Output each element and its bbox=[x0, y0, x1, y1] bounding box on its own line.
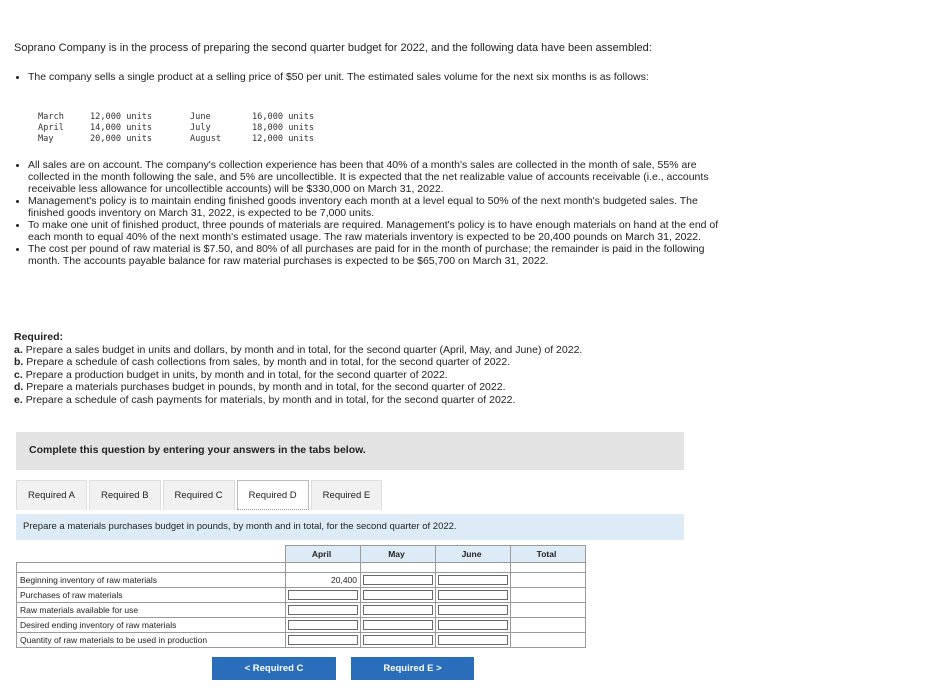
required-item: e. Prepare a schedule of cash payments for materials, by month and in total, for the second quarter of 2022. bbox=[14, 393, 516, 406]
tab-required-a[interactable]: Required A bbox=[16, 480, 87, 510]
cell-total bbox=[511, 618, 586, 633]
input-june[interactable] bbox=[436, 618, 511, 633]
sales-volume-row: May 20,000 units August 12,000 units bbox=[38, 134, 315, 144]
bullet-materials: • To make one unit of finished product, three pounds of materials are required. Management's policy is to have enough materials on hand at the end of each month to equal 40% of the next month's estimated usage. The raw materials inventory is expected to be 20,400 pounds on March 31, 2022. bbox=[28, 219, 728, 243]
input-may[interactable] bbox=[361, 588, 436, 603]
bullet-collections: • All sales are on account. The company's collection experience has been that 40% of a month's sales are collected in the month of sale, 55% are collected in the month following the sale, and 5% are uncollectible. It is expected that the net realizable value of accounts receivable (i.e., accounts receivable less allowance for uncollectible accounts) will be $330,000 on March 31, 2022. bbox=[28, 159, 728, 195]
bullet-cost: • The cost per pound of raw material is $7.50, and 80% of all purchases are paid for in the month of purchase; the remainder is paid in the following month. The accounts payable balance for raw material purchases is expected to be $65,700 on March 31, 2022. bbox=[28, 243, 728, 267]
table-row bbox=[17, 618, 586, 633]
table-row bbox=[17, 603, 586, 618]
materials-purchases-table bbox=[16, 545, 586, 648]
row-label: Quantity of raw materials to be used in production bbox=[17, 633, 286, 648]
instructions-banner: Complete this question by entering your answers in the tabs below. bbox=[16, 432, 684, 470]
table-row bbox=[17, 573, 586, 588]
tab-required-e[interactable]: Required E bbox=[311, 480, 383, 510]
column-header-april: April bbox=[286, 546, 361, 563]
table-header-row bbox=[17, 546, 586, 563]
bullet-finished-goods: • Management's policy is to maintain ending finished goods inventory each month at a level equal to 50% of the next month's budgeted sales. The finished goods inventory on March 31, 2022, is expected to be 7,000 units. bbox=[28, 195, 728, 219]
tab-instruction: Prepare a materials purchases budget in pounds, by month and in total, for the second quarter of 2022. bbox=[16, 514, 684, 540]
input-april[interactable] bbox=[286, 603, 361, 618]
next-required-e-button[interactable]: Required E > bbox=[351, 657, 474, 680]
prev-required-c-button[interactable]: < Required C bbox=[212, 657, 336, 680]
required-item: d. Prepare a materials purchases budget in pounds, by month and in total, for the second quarter of 2022. bbox=[14, 381, 506, 394]
input-june[interactable] bbox=[436, 633, 511, 648]
row-label: Purchases of raw materials bbox=[17, 588, 286, 603]
column-header-total: Total bbox=[511, 546, 586, 563]
required-heading: Required: bbox=[14, 331, 64, 343]
input-may[interactable] bbox=[361, 573, 436, 588]
bullet-list-top bbox=[14, 71, 728, 83]
cell-april: 20,400 bbox=[286, 573, 361, 588]
intro-text: Soprano Company is in the process of preparing the second quarter budget for 2022, and the following data have been assembled: bbox=[14, 42, 652, 54]
required-item: a. Prepare a sales budget in units and dollars, by month and in total, for the second quarter (April, May, and June) of 2022. bbox=[14, 343, 583, 356]
input-june[interactable] bbox=[436, 603, 511, 618]
bullet-selling-price: • The company sells a single product at a selling price of $50 per unit. The estimated sales volume for the next six months is as follows: bbox=[28, 71, 728, 83]
input-april[interactable] bbox=[286, 618, 361, 633]
row-label: Desired ending inventory of raw materials bbox=[17, 618, 286, 633]
required-section bbox=[14, 331, 582, 407]
row-label: Raw materials available for use bbox=[17, 603, 286, 618]
table-row bbox=[17, 588, 586, 603]
tab-bar bbox=[16, 480, 384, 510]
table-row bbox=[17, 633, 586, 648]
cell-total bbox=[511, 573, 586, 588]
bullet-list bbox=[14, 159, 728, 267]
sales-volume-row: March 12,000 units June 16,000 units bbox=[38, 112, 315, 122]
required-item: b. Prepare a schedule of cash collections from sales, by month and in total, for the second quarter of 2022. bbox=[14, 356, 511, 369]
tab-required-b[interactable]: Required B bbox=[89, 480, 161, 510]
sales-volume-table bbox=[38, 112, 342, 145]
input-may[interactable] bbox=[361, 633, 436, 648]
input-june[interactable] bbox=[436, 588, 511, 603]
cell-total bbox=[511, 633, 586, 648]
row-label: Beginning inventory of raw materials bbox=[17, 573, 286, 588]
input-may[interactable] bbox=[361, 603, 436, 618]
input-april[interactable] bbox=[286, 588, 361, 603]
cell-total bbox=[511, 588, 586, 603]
input-april[interactable] bbox=[286, 633, 361, 648]
required-item: c. Prepare a production budget in units, by month and in total, for the second quarter of 2022. bbox=[14, 368, 448, 381]
input-may[interactable] bbox=[361, 618, 436, 633]
column-header-may: May bbox=[361, 546, 436, 563]
sales-volume-row: April 14,000 units July 18,000 units bbox=[38, 123, 315, 133]
column-header-june: June bbox=[436, 546, 511, 563]
tab-required-d[interactable]: Required D bbox=[237, 480, 309, 510]
cell-total bbox=[511, 603, 586, 618]
tab-required-c[interactable]: Required C bbox=[163, 480, 235, 510]
input-june[interactable] bbox=[436, 573, 511, 588]
